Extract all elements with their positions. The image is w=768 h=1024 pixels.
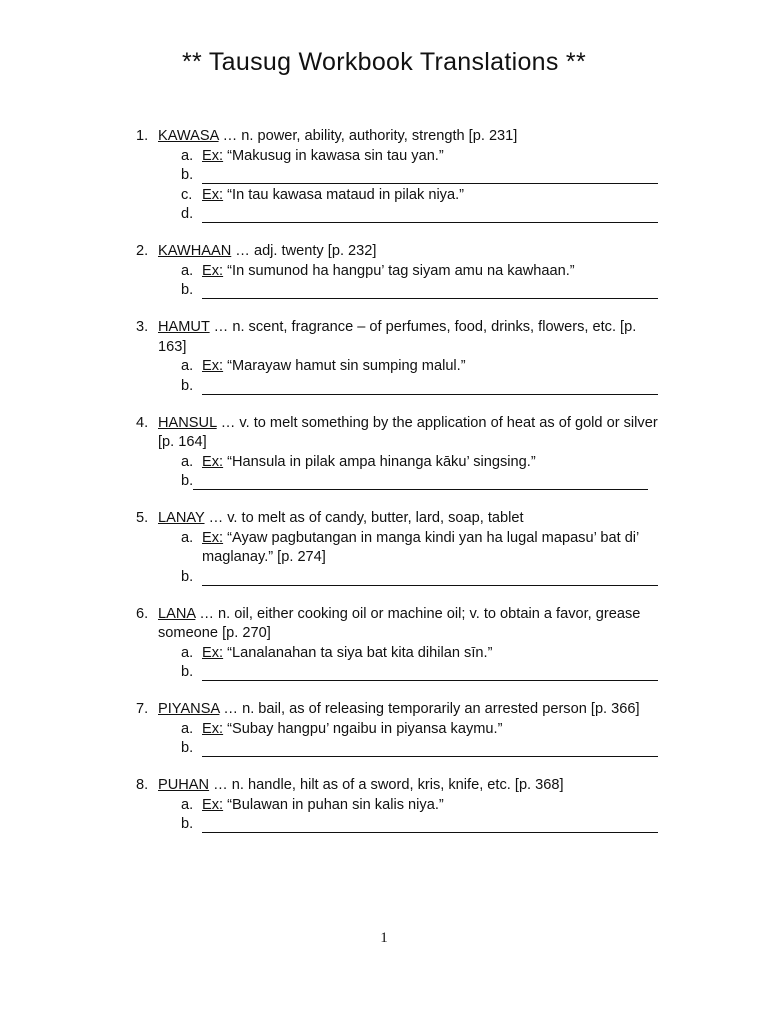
example-item bbox=[136, 453, 666, 473]
entry-number: 5. bbox=[136, 510, 149, 526]
example-item bbox=[136, 529, 666, 568]
answer-item bbox=[136, 739, 666, 759]
answer-item bbox=[136, 472, 666, 492]
ex-label: Ex: bbox=[202, 262, 224, 279]
answer-item bbox=[136, 205, 666, 225]
example-text: “Marayaw hamut sin sumping malul.” bbox=[223, 358, 466, 374]
entry-puhan bbox=[136, 776, 666, 835]
entry-number: 7. bbox=[136, 701, 149, 717]
entry-hamut bbox=[136, 318, 666, 396]
entry-heading bbox=[136, 700, 666, 720]
entry-number: 8. bbox=[136, 777, 149, 793]
definition: … n. scent, fragrance – of perfumes, food, drinks, flowers, etc. [p. 163] bbox=[158, 319, 637, 355]
sub-label: b. bbox=[181, 473, 194, 489]
entry-kawhaan bbox=[136, 242, 666, 301]
head-word: KAWHAAN bbox=[158, 243, 232, 259]
example-text: “Hansula in pilak ampa hinanga kāku’ singsing.” bbox=[223, 453, 536, 470]
entry-heading bbox=[136, 414, 666, 453]
ex-label: Ex: bbox=[202, 644, 224, 661]
ex-label: Ex: bbox=[202, 358, 224, 374]
answer-blank[interactable] bbox=[202, 377, 658, 395]
entry-number: 1. bbox=[136, 128, 149, 144]
answer-blank[interactable] bbox=[193, 472, 648, 490]
page-title: ** Tausug Workbook Translations ** bbox=[182, 48, 586, 76]
sub-label: b. bbox=[181, 664, 194, 680]
entry-piyansa bbox=[136, 700, 666, 759]
definition: … v. to melt as of candy, butter, lard, soap, tablet bbox=[204, 510, 524, 526]
example-item bbox=[136, 644, 666, 664]
definition: … n. handle, hilt as of a sword, kris, knife, etc. [p. 368] bbox=[209, 777, 564, 793]
entry-number: 4. bbox=[136, 414, 149, 431]
answer-blank[interactable] bbox=[202, 663, 658, 681]
ex-label: Ex: bbox=[202, 720, 224, 737]
definition: … n. oil, either cooking oil or machine oil; v. to obtain a favor, grease someone [p. 270] bbox=[158, 605, 641, 641]
example-item bbox=[136, 796, 666, 816]
example-text: “Makusug in kawasa sin tau yan.” bbox=[223, 147, 444, 164]
sub-label: d. bbox=[181, 206, 194, 222]
ex-label: Ex: bbox=[202, 453, 224, 470]
definition: … n. bail, as of releasing temporarily an arrested person [p. 366] bbox=[219, 701, 640, 717]
definition: … adj. twenty [p. 232] bbox=[231, 243, 377, 259]
example-text: “Lanalanahan ta siya bat kita dihilan sīn.” bbox=[223, 644, 493, 661]
head-word: HAMUT bbox=[158, 319, 210, 335]
example-text: “Bulawan in puhan sin kalis niya.” bbox=[223, 796, 444, 813]
example-item bbox=[136, 262, 666, 282]
entry-heading bbox=[136, 242, 666, 262]
sub-label: a. bbox=[181, 644, 194, 661]
entry-heading bbox=[136, 318, 666, 357]
answer-item bbox=[136, 815, 666, 835]
example-item bbox=[136, 186, 666, 206]
head-word: PUHAN bbox=[158, 777, 210, 793]
ex-label: Ex: bbox=[202, 529, 224, 546]
ex-label: Ex: bbox=[202, 147, 224, 164]
answer-blank[interactable] bbox=[202, 205, 658, 223]
entry-list bbox=[136, 127, 666, 852]
answer-item bbox=[136, 377, 666, 397]
sub-label: b. bbox=[181, 568, 194, 585]
entry-heading bbox=[136, 605, 666, 644]
answer-blank[interactable] bbox=[202, 281, 658, 299]
entry-heading bbox=[136, 776, 666, 796]
head-word: PIYANSA bbox=[158, 701, 220, 717]
sub-label: b. bbox=[181, 167, 194, 183]
sub-label: a. bbox=[181, 147, 194, 164]
entry-hansul bbox=[136, 414, 666, 492]
entry-lana bbox=[136, 605, 666, 683]
entry-number: 2. bbox=[136, 243, 149, 259]
example-item bbox=[136, 720, 666, 740]
example-text: “Subay hangpu’ ngaibu in piyansa kaymu.” bbox=[223, 720, 503, 737]
example-item bbox=[136, 147, 666, 167]
ex-label: Ex: bbox=[202, 186, 224, 203]
head-word: HANSUL bbox=[158, 414, 217, 431]
ex-label: Ex: bbox=[202, 796, 224, 813]
entry-kawasa bbox=[136, 127, 666, 225]
sub-label: a. bbox=[181, 529, 194, 546]
entry-heading bbox=[136, 127, 666, 147]
head-word: KAWASA bbox=[158, 128, 219, 144]
sub-label: b. bbox=[181, 816, 194, 832]
sub-label: c. bbox=[181, 186, 193, 203]
entry-number: 6. bbox=[136, 605, 149, 622]
sub-label: b. bbox=[181, 377, 194, 394]
entry-number: 3. bbox=[136, 319, 149, 335]
answer-item bbox=[136, 663, 666, 683]
example-text: “Ayaw pagbutangan in manga kindi yan ha lugal mapasu’ bat di’ maglanay.” [p. 274] bbox=[202, 529, 639, 565]
answer-item bbox=[136, 166, 666, 186]
head-word: LANAY bbox=[158, 510, 205, 526]
answer-blank[interactable] bbox=[202, 166, 658, 184]
example-text: “In sumunod ha hangpu’ tag siyam amu na kawhaan.” bbox=[223, 262, 575, 279]
page-number: 1 bbox=[380, 930, 388, 946]
sub-label: a. bbox=[181, 453, 194, 470]
example-text: “In tau kawasa mataud in pilak niya.” bbox=[223, 186, 465, 203]
answer-item bbox=[136, 568, 666, 588]
entry-heading bbox=[136, 509, 666, 529]
definition: … n. power, ability, authority, strength [p. 231] bbox=[218, 128, 518, 144]
sub-label: a. bbox=[181, 796, 194, 813]
answer-blank[interactable] bbox=[202, 815, 658, 833]
sub-label: a. bbox=[181, 720, 194, 737]
answer-blank[interactable] bbox=[202, 739, 658, 757]
sub-label: b. bbox=[181, 740, 194, 756]
example-item bbox=[136, 357, 666, 377]
answer-blank[interactable] bbox=[202, 568, 658, 586]
definition: … v. to melt something by the application of heat as of gold or silver [p. 164] bbox=[158, 414, 658, 450]
entry-lanay bbox=[136, 509, 666, 587]
answer-item bbox=[136, 281, 666, 301]
sub-label: b. bbox=[181, 282, 194, 298]
sub-label: a. bbox=[181, 358, 194, 374]
head-word: LANA bbox=[158, 605, 196, 622]
sub-label: a. bbox=[181, 262, 194, 279]
